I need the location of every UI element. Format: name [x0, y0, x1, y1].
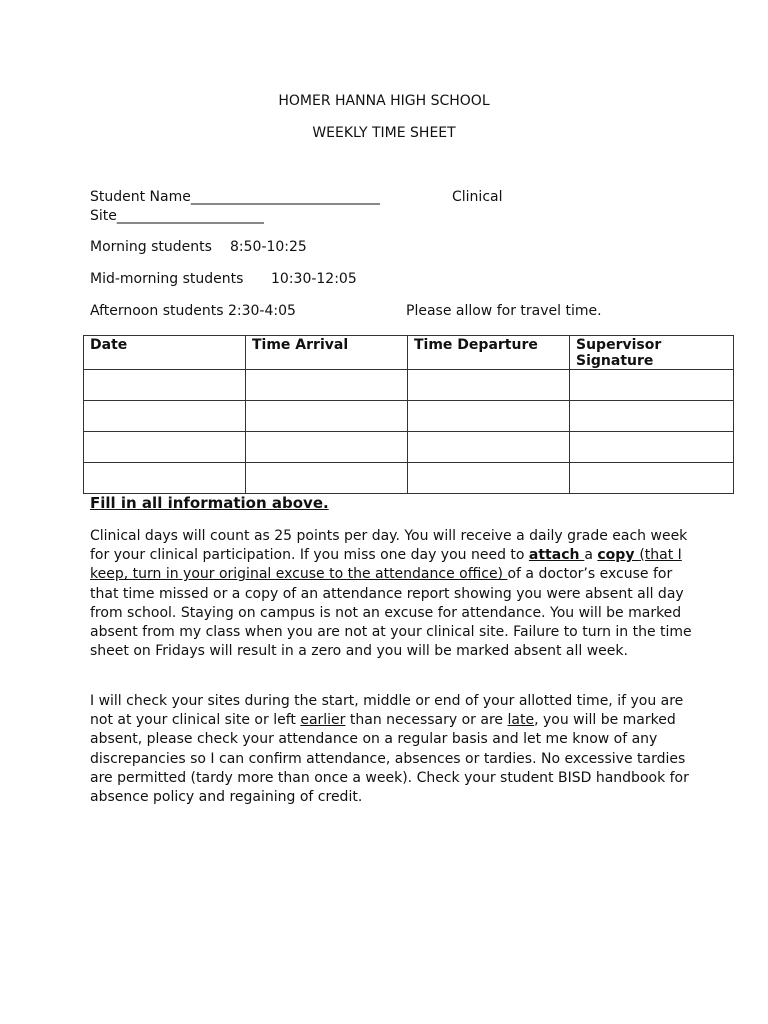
date-cell[interactable]	[84, 370, 246, 401]
copy-word: copy	[597, 547, 640, 564]
header-date: Date	[84, 336, 246, 370]
check-text-start: I will check your sites during the start, middle or end of your allotted time, if you are not at your clinical site or left	[90, 693, 684, 729]
check-text-middle: than necessary or are	[345, 712, 508, 729]
clinical-label: Clinical	[452, 189, 503, 205]
student-name-field: Student Name___________________________	[90, 189, 380, 205]
header-supervisor-signature: Supervisor Signature	[570, 336, 734, 370]
time-departure-cell[interactable]	[408, 401, 570, 432]
fill-in-note: Fill in all information above.	[90, 494, 329, 512]
morning-time: 8:50-10:25	[230, 239, 307, 255]
late-word: late	[507, 712, 535, 729]
time-departure-cell[interactable]	[408, 432, 570, 463]
signature-cell[interactable]	[570, 401, 734, 432]
signature-cell[interactable]	[570, 370, 734, 401]
table-row	[84, 463, 734, 494]
time-arrival-cell[interactable]	[246, 401, 408, 432]
table-row	[84, 370, 734, 401]
midmorning-time: 10:30-12:05	[271, 271, 357, 287]
header-time-arrival: Time Arrival	[246, 336, 408, 370]
time-departure-cell[interactable]	[408, 370, 570, 401]
date-cell[interactable]	[84, 463, 246, 494]
article-a: a	[584, 547, 598, 564]
header-time-departure: Time Departure	[408, 336, 570, 370]
signature-cell[interactable]	[570, 432, 734, 463]
date-cell[interactable]	[84, 401, 246, 432]
policy-text-end: of a doctor’s excuse for that time missed or a copy of an attendance report showing you were absent all day from school. Staying on campus is not an excuse for attendance. You will be marked absent from my class when you are not at your clinical site. Failure to turn in the time sheet on Fridays will result in a zero and you will be marked absent all week.	[90, 566, 692, 660]
school-name: HOMER HANNA HIGH SCHOOL	[278, 93, 490, 109]
timesheet-table	[83, 335, 734, 494]
table-row	[84, 432, 734, 463]
time-arrival-cell[interactable]	[246, 432, 408, 463]
time-departure-cell[interactable]	[408, 463, 570, 494]
table-header-row	[84, 336, 734, 370]
signature-cell[interactable]	[570, 463, 734, 494]
date-cell[interactable]	[84, 432, 246, 463]
attach-word: attach	[528, 547, 585, 564]
time-arrival-cell[interactable]	[246, 370, 408, 401]
morning-label: Morning students	[90, 239, 212, 255]
sheet-title: WEEKLY TIME SHEET	[312, 125, 456, 141]
keep-note: (that I keep, turn in your original excuse to the attendance office)	[90, 547, 682, 583]
table-row	[84, 401, 734, 432]
travel-note: Please allow for travel time.	[406, 303, 602, 319]
site-check-paragraph	[90, 692, 700, 807]
earlier-word: earlier	[300, 712, 346, 729]
afternoon-schedule: Afternoon students 2:30-4:05	[90, 303, 296, 319]
midmorning-label: Mid-morning students	[90, 271, 244, 287]
attendance-policy-paragraph	[90, 527, 700, 661]
time-arrival-cell[interactable]	[246, 463, 408, 494]
check-text-end: , you will be marked absent, please check your attendance on a regular basis and let me know of any discrepancies so I can confirm attendance, absences or tardies. No excessive tardies are permitted (tardy more than once a week). Check your student BISD handbook for absence policy and regaining of credit.	[90, 712, 689, 806]
policy-text-start: Clinical days will count as 25 points per day. You will receive a daily grade each week for your clinical participation. If you miss one day you need to	[90, 528, 688, 564]
site-field: Site_____________________	[90, 208, 264, 224]
